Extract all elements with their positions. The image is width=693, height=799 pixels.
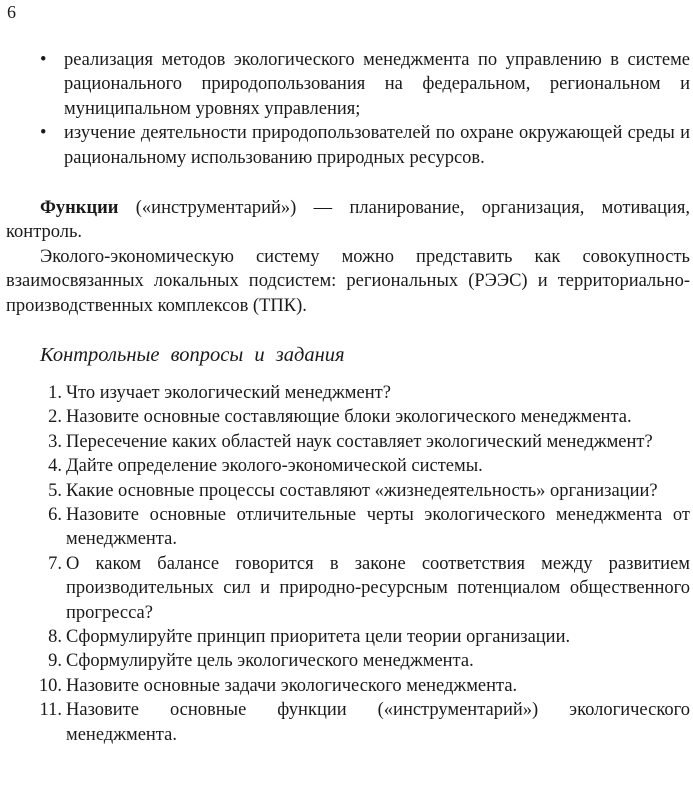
question-text: Сформулируйте принцип приоритета цели теории организации. [66, 627, 571, 648]
question-text: Какие основные процессы составляют «жизнедеятельность» организации? [66, 480, 658, 501]
question-item [40, 503, 690, 552]
question-item [40, 454, 690, 478]
bullet-item [40, 48, 690, 121]
question-text: Сформулируйте цель экологического менеджмента. [66, 651, 474, 672]
question-item [40, 405, 690, 429]
bullet-icon: • [40, 50, 47, 70]
question-number: 9. [48, 651, 62, 672]
questions-list [40, 381, 690, 747]
functions-text: («инструментарий») — планирование, организация, мотивация, контроль. [6, 198, 690, 243]
bullet-item [40, 121, 690, 170]
bullet-text: реализация методов экологического менеджмента по управлению в системе рационального природопользования на федеральном, региональном и муниципальном уровнях управления; [64, 50, 690, 119]
question-item [40, 649, 690, 673]
question-text: Назовите основные составляющие блоки экологического менеджмента. [66, 407, 632, 428]
question-number: 5. [48, 480, 62, 501]
section-title: Контрольные вопросы и задания [40, 344, 345, 366]
question-item [40, 430, 690, 454]
question-number: 8. [48, 627, 62, 648]
question-text: Что изучает экологический менеджмент? [66, 383, 391, 403]
question-number: 1. [48, 383, 62, 403]
question-text: Назовите основные отличительные черты экологического менеджмента от менеджмента. [66, 505, 690, 550]
functions-paragraph [6, 196, 690, 245]
question-item [40, 698, 690, 747]
bullet-text: изучение деятельности природопользователей по охране окружающей среды и рациональному использованию природных ресурсов. [64, 123, 690, 168]
question-number: 7. [48, 553, 62, 574]
question-text: Дайте определение эколого-экономической системы. [66, 456, 483, 477]
question-number: 3. [48, 431, 62, 452]
question-number: 4. [48, 456, 62, 477]
question-item [40, 625, 690, 649]
question-number: 11. [39, 700, 62, 721]
system-paragraph: Эколого-экономическую систему можно представить как совокупность взаимосвязанных локальных подсистем: региональных (РЭЭС) и территориально-производственных комплексов (ТПК). [6, 247, 690, 316]
question-text: Назовите основные задачи экологического менеджмента. [66, 675, 518, 696]
question-text: Пересечение каких областей наук составляет экологический менеджмент? [66, 431, 653, 452]
bullet-icon: • [40, 123, 47, 144]
page-number: 6 [7, 2, 16, 22]
question-number: 6. [48, 505, 62, 526]
question-text: Назовите основные функции («инструментарий») экологического менеджмента. [66, 700, 690, 745]
question-number: 10. [38, 675, 62, 696]
question-item [40, 479, 690, 503]
question-item [40, 552, 690, 625]
question-text: О каком балансе говорится в законе соответствия между развитием производительных сил и природно-ресурсным потенциалом общественного прогресса? [66, 553, 690, 623]
question-number: 2. [48, 407, 62, 428]
bullet-list [40, 48, 690, 170]
functions-term: Функции [40, 198, 119, 218]
question-item [40, 674, 690, 698]
question-item [40, 381, 690, 405]
